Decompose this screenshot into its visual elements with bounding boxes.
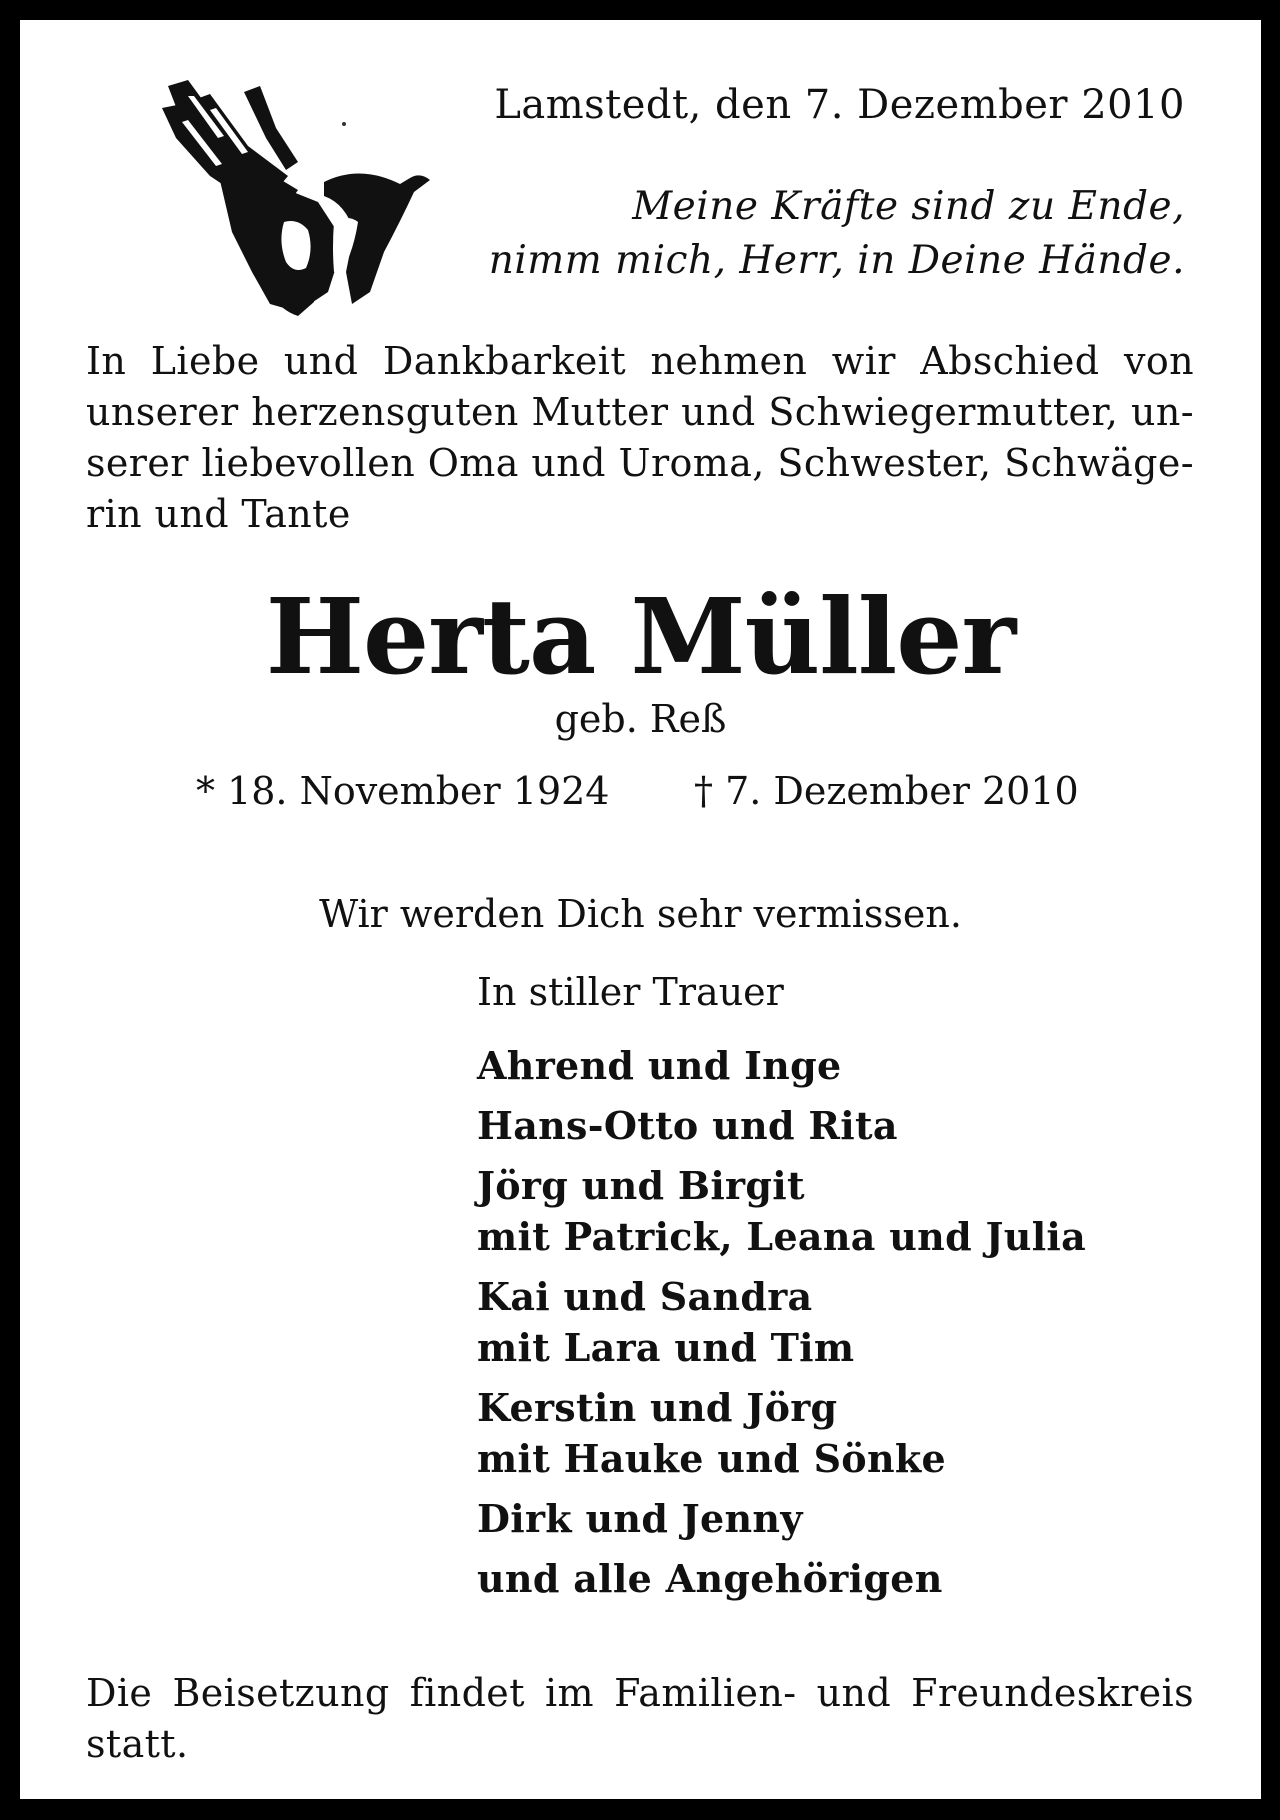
motto-verse [489,180,1185,288]
signer-group [477,1160,1086,1262]
signer-line: Jörg und Birgit [477,1163,805,1208]
motto-line: nimm mich, Herr, in Deine Hände. [488,238,1185,283]
mourning-label: In stiller Trauer [477,970,784,1014]
signers-list [477,1040,1086,1613]
deceased-name: Herta Müller [265,575,1016,698]
obituary-card [20,20,1261,1799]
signer-line: und alle Angehörigen [477,1556,943,1601]
intro-line: rin und Tante [86,492,351,536]
signer-group [477,1040,1086,1091]
signer-line: mit Patrick, Leana und Julia [477,1214,1087,1259]
signer-line: Ahrend und Inge [477,1043,842,1088]
farewell-line: Wir werden Dich sehr vermissen. [319,892,962,936]
intro-line: unserer herzensguten Mutter und Schwiegermutter, un- [86,390,1194,434]
signer-group [477,1100,1086,1151]
birth-date: * 18. November 1924 [196,769,610,813]
intro-paragraph [86,336,1194,540]
signer-line: Dirk und Jenny [477,1496,803,1541]
place-date: Lamstedt, den 7. Dezember 2010 [494,82,1185,128]
praying-hands-icon [148,72,448,332]
signer-group [477,1382,1086,1484]
intro-line: serer liebevollen Oma und Uroma, Schwester, Schwäge- [86,441,1194,485]
funeral-line: Die Beisetzung findet im Familien- und Freundeskreis [86,1671,1194,1715]
signer-line: Hans-Otto und Rita [477,1103,898,1148]
signer-line: mit Lara und Tim [477,1325,855,1370]
funeral-line: statt. [86,1722,189,1766]
maiden-name: geb. Reß [554,697,727,741]
signer-line: Kai und Sandra [477,1274,813,1319]
signer-line: mit Hauke und Sönke [477,1436,946,1481]
death-date: † 7. Dezember 2010 [694,769,1079,813]
signer-group [477,1553,1086,1604]
motto-line: Meine Kräfte sind zu Ende, [632,184,1185,229]
signer-line: Kerstin und Jörg [477,1385,838,1430]
signer-group [477,1493,1086,1544]
intro-line: In Liebe und Dankbarkeit nehmen wir Abschied von [86,339,1194,383]
signer-group [477,1271,1086,1373]
funeral-note [86,1668,1194,1770]
